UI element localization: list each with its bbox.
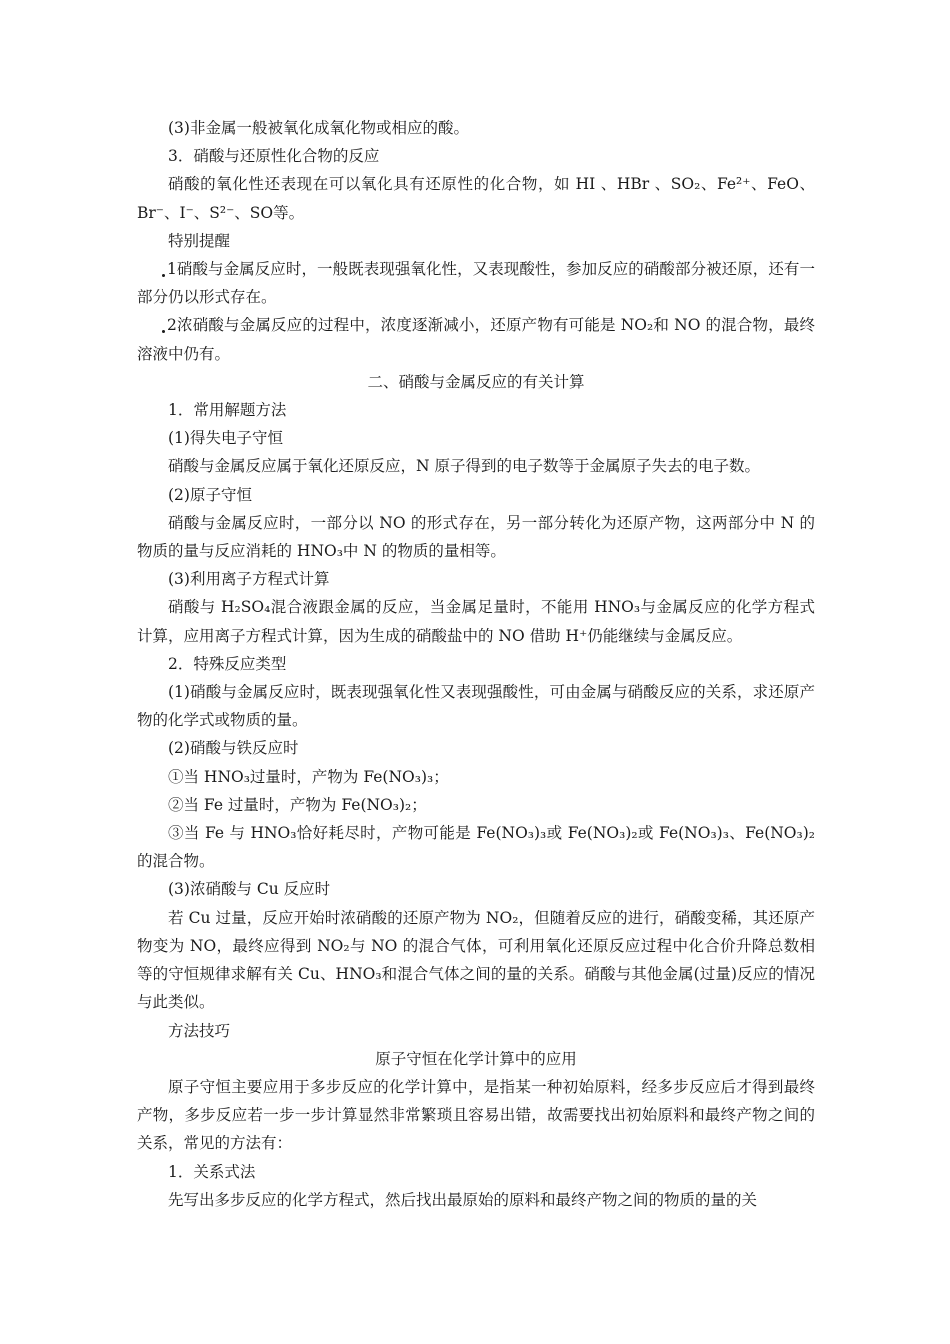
para-atom-conservation: 硝酸与金属反应时，一部分以 NO 的形式存在，另一部分转化为还原产物，这两部分中 N 的物质的量与反应消耗的 HNO₃中 N 的物质的量相等。: [137, 513, 815, 561]
reminder-item-1: [137, 255, 815, 311]
heading-special-reactions: 2．特殊反应类型: [168, 654, 287, 673]
bullet-dot-icon: [162, 274, 165, 277]
heading-method-tips: 方法技巧: [168, 1021, 231, 1040]
para-relation-method: 先写出多步反应的化学方程式，然后找出最原始的原料和最终产物之间的物质的量的关: [168, 1190, 758, 1209]
bullet-dot-icon: [162, 330, 165, 333]
iron-case-3: ③当 Fe 与 HNO₃恰好耗尽时，产物可能是 Fe(NO₃)₃或 Fe(NO₃)₂或 Fe(NO₃)₃、Fe(NO₃)₂的混合物。: [137, 824, 815, 871]
heading-common-methods: 1．常用解题方法: [168, 401, 287, 420]
section-title-atom-conservation: 原子守恒在化学计算中的应用: [375, 1049, 577, 1068]
reminder-text-2: 2浓硝酸与金属反应的过程中，浓度逐渐减小，还原产物有可能是 NO₂和 NO 的混合物，最终溶液中仍有。: [137, 316, 815, 363]
document-page: [137, 114, 815, 1214]
heading-relation-method: 1．关系式法: [168, 1162, 256, 1181]
para-oxidizing-compounds: 硝酸的氧化性还表现在可以氧化具有还原性的化合物，如 HI 、HBr 、SO₂、Fe²⁺、FeO、Br⁻、I⁻、S²⁻、SO等。: [137, 175, 815, 222]
para-copper-reaction: 若 Cu 过量，反应开始时浓硝酸的还原产物为 NO₂，但随着反应的进行，硝酸变稀，其还原产物变为 NO，最终应得到 NO₂与 NO 的混合气体，可利用氧化还原反应过程中化合价升降总数相等的守恒规律求解有关 Cu、HNO₃和混合气体之间的量的关系。硝酸与其他金属(过量)反应的情况与此类似。: [137, 908, 815, 1012]
heading-reducing-compounds: 3．硝酸与还原性化合物的反应: [168, 147, 380, 166]
para-metal-reaction: (1)硝酸与金属反应时，既表现强氧化性又表现强酸性，可由金属与硝酸反应的关系，求还原产物的化学式或物质的量。: [137, 683, 815, 730]
subheading-iron-reaction: (2)硝酸与铁反应时: [168, 739, 299, 758]
para-nonmetal-oxidation: (3)非金属一般被氧化成氧化物或相应的酸。: [168, 119, 469, 137]
heading-special-reminder: 特别提醒: [168, 231, 231, 250]
subheading-copper-reaction: (3)浓硝酸与 Cu 反应时: [168, 880, 331, 899]
subheading-electron-conservation: (1)得失电子守恒: [168, 429, 283, 448]
section-title-calculation: 二、硝酸与金属反应的有关计算: [367, 372, 585, 391]
para-electron-conservation: 硝酸与金属反应属于氧化还原反应，N 原子得到的电子数等于金属原子失去的电子数。: [168, 457, 760, 476]
para-atom-conservation-application: 原子守恒主要应用于多步反应的化学计算中，是指某一种初始原料，经多步反应后才得到最终产物，多步反应若一步一步计算显然非常繁琐且容易出错，故需要找出初始原料和最终产物之间的关系，常见的方法有：: [137, 1077, 815, 1153]
para-ionic-equation: 硝酸与 H₂SO₄混合液跟金属的反应，当金属足量时，不能用 HNO₃与金属反应的化学方程式计算，应用离子方程式计算，因为生成的硝酸盐中的 NO 借助 H⁺仍能继续与金属反应。: [137, 598, 815, 645]
iron-case-1: ①当 HNO₃过量时，产物为 Fe(NO₃)₃；: [168, 767, 449, 786]
subheading-ionic-equation: (3)利用离子方程式计算: [168, 570, 330, 589]
reminder-text-1: 1硝酸与金属反应时，一般既表现强氧化性，又表现酸性，参加反应的硝酸部分被还原，还有一部分仍以形式存在。: [137, 260, 815, 307]
reminder-item-2: [137, 311, 815, 367]
subheading-atom-conservation: (2)原子守恒: [168, 485, 252, 504]
iron-case-2: ②当 Fe 过量时，产物为 Fe(NO₃)₂；: [168, 795, 427, 814]
